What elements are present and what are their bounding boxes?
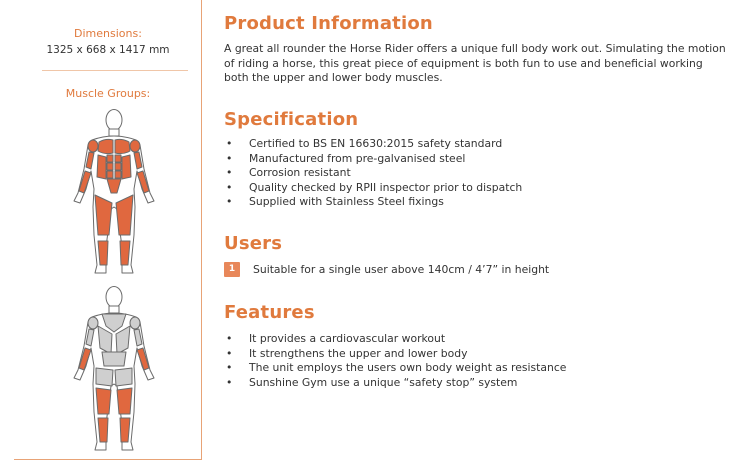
specification-item: • Certified to BS EN 16630:2015 safety standard xyxy=(224,137,522,152)
specification-heading: Specification xyxy=(224,109,359,130)
users-text: Suitable for a single user above 140cm / 4’7” in height xyxy=(253,262,550,276)
sidebar-divider xyxy=(42,70,188,71)
sidebar xyxy=(14,0,202,460)
specification-item: • Manufactured from pre-galvanised steel xyxy=(224,152,522,167)
dimensions-value: 1325 x 668 x 1417 mm xyxy=(46,44,170,56)
specification-item: • Quality checked by RPII inspector prior to dispatch xyxy=(224,181,522,196)
muscle-groups-label: Muscle Groups: xyxy=(65,87,151,100)
features-item: • Sunshine Gym use a unique “safety stop” system xyxy=(224,376,566,391)
users-heading: Users xyxy=(224,233,283,254)
front-body-muscle-figure xyxy=(64,107,164,279)
specification-item: • Corrosion resistant xyxy=(224,166,522,181)
features-heading: Features xyxy=(224,302,315,323)
features-item: • It strengthens the upper and lower body xyxy=(224,347,566,362)
specification-list xyxy=(224,137,522,210)
users-row xyxy=(224,261,549,277)
product-information-heading: Product Information xyxy=(224,13,433,34)
specification-item: • Supplied with Stainless Steel fixings xyxy=(224,195,522,210)
features-item: • It provides a cardiovascular workout xyxy=(224,332,566,347)
product-information-text: A great all rounder the Horse Rider offers a unique full body work out. Simulating the motion of riding a horse, this great piece of equipment is both fun to use and beneficial working both the upper and lower body muscles. xyxy=(224,42,726,85)
dimensions-label: Dimensions: xyxy=(74,27,142,40)
user-count-badge: 1 xyxy=(224,262,240,277)
features-list xyxy=(224,332,566,390)
back-body-muscle-figure xyxy=(64,284,164,456)
features-item: • The unit employs the users own body weight as resistance xyxy=(224,361,566,376)
